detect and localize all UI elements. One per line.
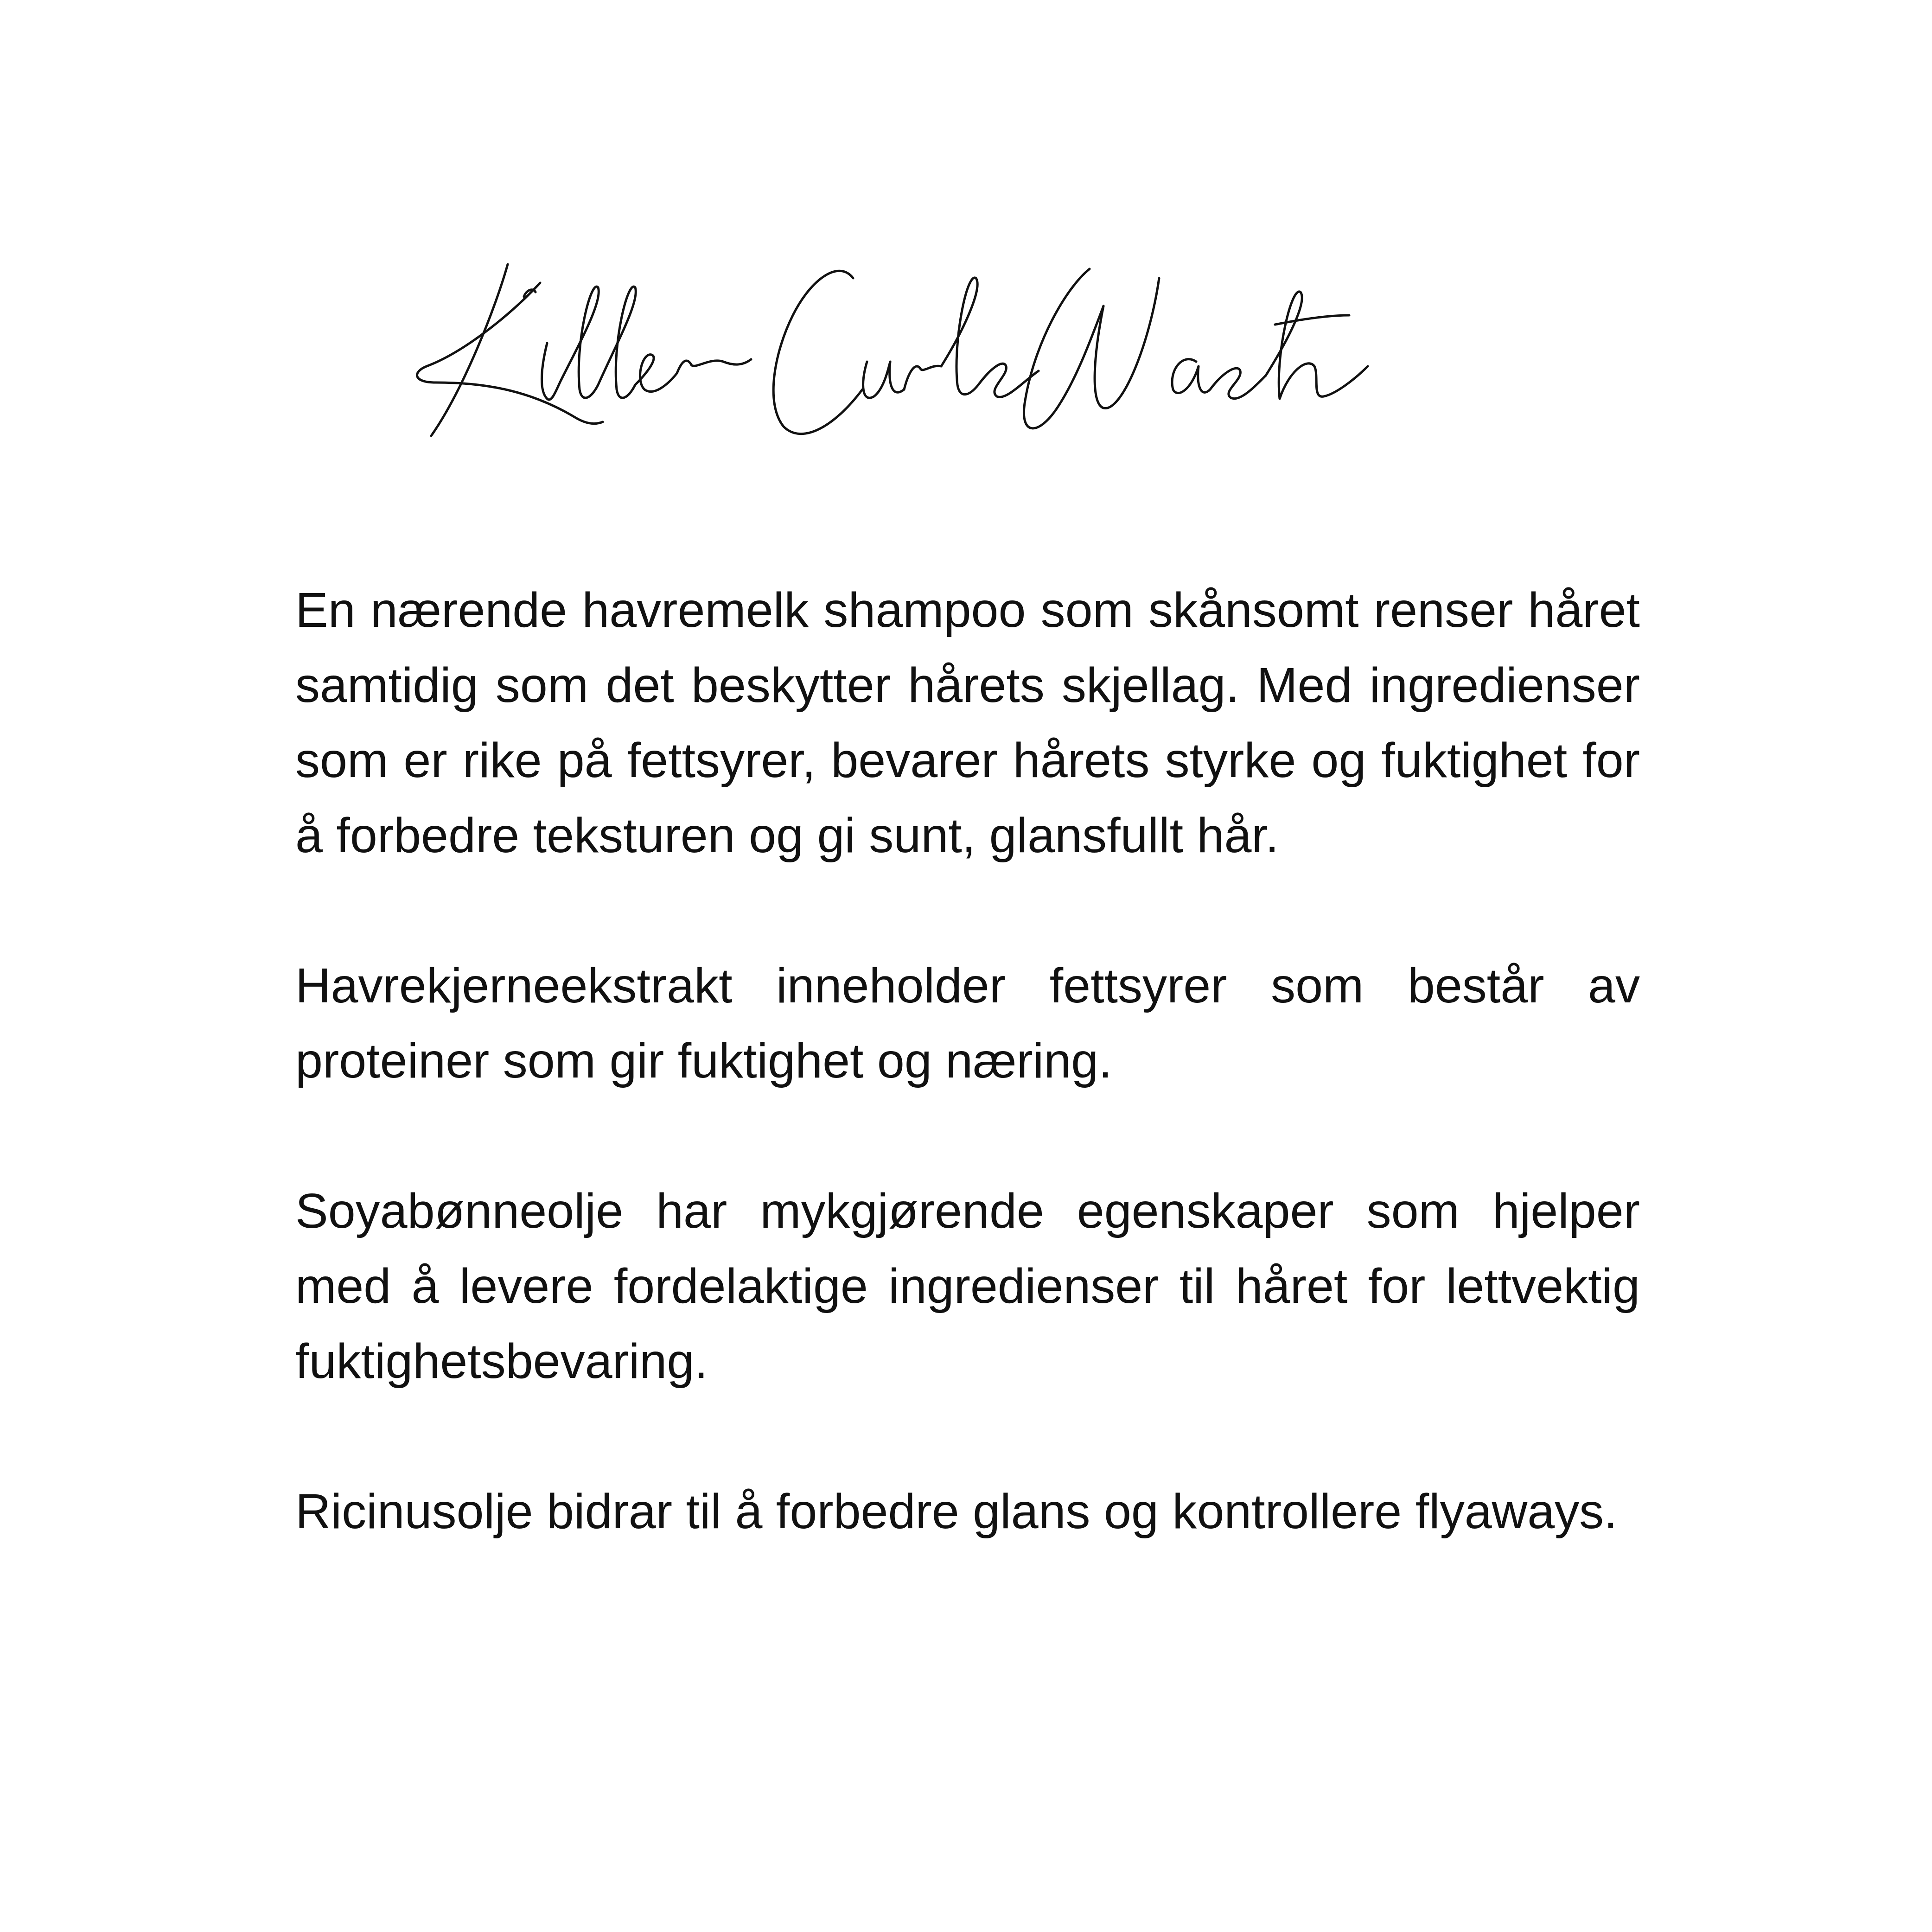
script-letter-a bbox=[1172, 359, 1210, 393]
script-letter-w-right bbox=[1095, 278, 1159, 408]
script-letter-i bbox=[542, 343, 561, 400]
script-letter-w-left bbox=[1024, 269, 1103, 428]
script-letter-e bbox=[635, 355, 677, 392]
script-letter-r bbox=[677, 359, 751, 373]
description-paragraph-3: Soyabønneolje har mykgjørende egenskaper som hjelper med å levere fordelaktige ingredienser til håret for lettvektig fuktighetsbevaring. bbox=[295, 1184, 1640, 1389]
description-paragraph-1: En nærende havremelk shampoo som skånsomt renser håret samtidig som det beskytter hårets skjellag. Med ingredienser som er rike på fettsyrer, bevarer hårets styrke og fuktighet for å forbedre teksturen og gi sunt, glansfullt hår. bbox=[295, 583, 1640, 863]
description-paragraph-4: Ricinusolje bidrar til å forbedre glans og kontrollere flyaways. bbox=[295, 1484, 1618, 1539]
script-letter-u bbox=[863, 362, 904, 398]
script-letter-l3 bbox=[941, 278, 978, 395]
script-letter-l1 bbox=[561, 287, 599, 398]
script-letter-r2 bbox=[904, 366, 941, 389]
script-letter-k-stem bbox=[431, 264, 508, 436]
script-letter-s2 bbox=[1210, 368, 1266, 398]
script-letter-l2 bbox=[598, 287, 636, 398]
title-script-svg bbox=[408, 250, 1530, 473]
script-letter-c bbox=[773, 271, 862, 434]
script-letter-h bbox=[1266, 292, 1368, 399]
product-description bbox=[295, 573, 1640, 1549]
handwritten-title-logo bbox=[408, 250, 1530, 473]
description-paragraph-2: Havrekjerneekstrakt inneholder fettsyrer som består av proteiner som gir fuktighet og næring. bbox=[295, 958, 1640, 1088]
